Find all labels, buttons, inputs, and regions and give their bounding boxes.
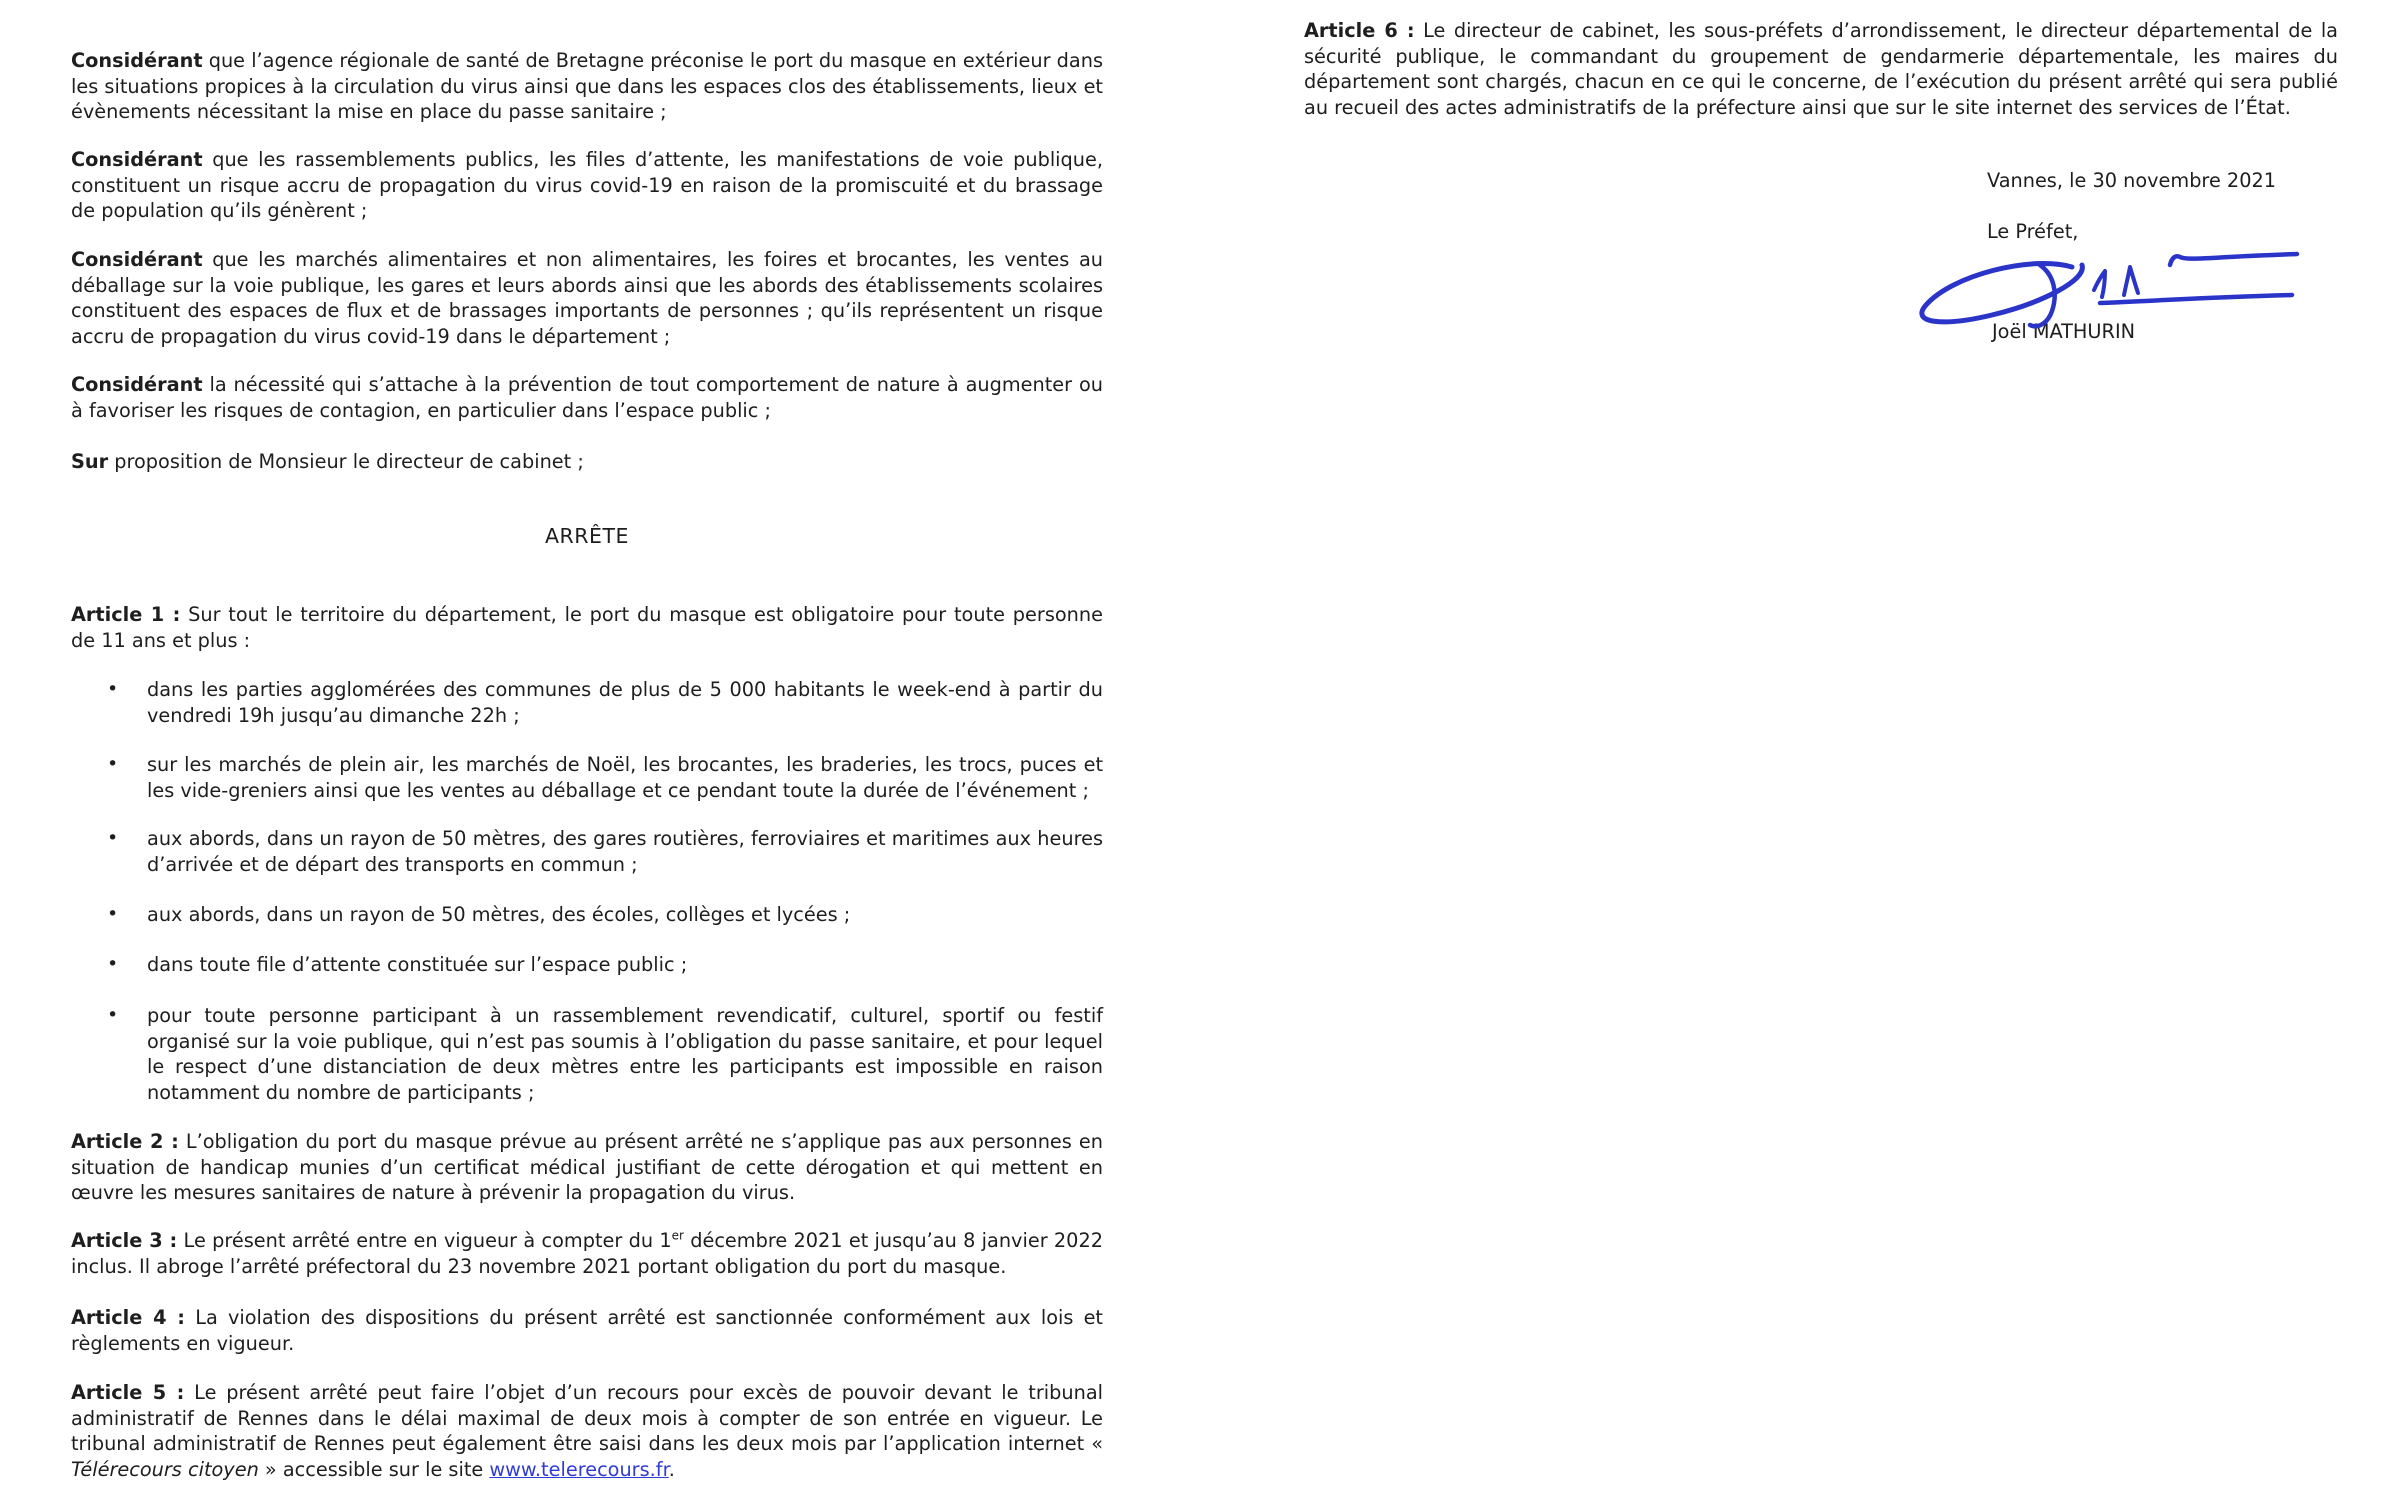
bullet-icon: •	[107, 753, 119, 775]
bullet-icon: •	[107, 903, 119, 925]
article-lead: Article 3 :	[71, 1229, 178, 1252]
article-lead: Article 2 :	[71, 1130, 179, 1153]
article-3-paragraph	[71, 1228, 1103, 1279]
paragraph-text: .	[668, 1457, 675, 1481]
bullet-icon: •	[107, 953, 119, 975]
signatory-name: Joël MATHURIN	[1992, 320, 2136, 343]
paragraph-lead: Sur	[71, 450, 109, 473]
paragraph-lead: Considérant	[71, 373, 203, 396]
article-lead: Article 6 :	[1304, 19, 1415, 42]
article-6-paragraph	[1304, 18, 2338, 120]
article-lead: Article 5 :	[71, 1381, 185, 1404]
place-date: Vannes, le 30 novembre 2021	[1987, 169, 2277, 192]
list-item-text: pour toute personne participant à un rassemblement revendicatif, culturel, sportif ou festif organisé sur la voie publique, qui n’est pas soumis à l’obligation du passe sanitaire, et pour lequel le respect d’une distanciation de deux mètres entre les participants est impossible en raison notamment du nombre de participants ;	[147, 1004, 1103, 1104]
article-1-paragraph	[71, 602, 1103, 653]
paragraph-text: Le présent arrêté peut faire l’objet d’un recours pour excès de pouvoir devant le tribunal administratif de Rennes dans le délai maximal de deux mois à compter de son entrée en vigueur. Le tribunal administratif de Rennes peut également être saisi dans les deux mois par l’application internet «	[71, 1381, 1103, 1456]
arrete-heading: ARRÊTE	[545, 524, 629, 548]
article-4-paragraph	[71, 1305, 1103, 1356]
telerecours-link[interactable]: www.telerecours.fr	[489, 1457, 669, 1481]
paragraph-lead: Considérant	[71, 49, 203, 72]
paragraph-text: L’obligation du port du masque prévue au présent arrêté ne s’applique pas aux personnes en situation de handicap munies d’un certificat médical justifiant de cette dérogation et qui mettent en œuvre les mesures sanitaires de nature à prévenir la propagation du virus.	[71, 1130, 1103, 1205]
considerant-paragraph-4	[71, 372, 1103, 423]
considerant-paragraph-3	[71, 247, 1103, 349]
article-lead: Article 4 :	[71, 1306, 186, 1329]
bullet-icon: •	[107, 678, 119, 700]
list-item-text: sur les marchés de plein air, les marchés de Noël, les brocantes, les braderies, les trocs, puces et les vide-greniers ainsi que les ventes au déballage et ce pendant toute la durée de l’événement ;	[147, 753, 1103, 802]
list-item-text: aux abords, dans un rayon de 50 mètres, des écoles, collèges et lycées ;	[147, 903, 851, 926]
telerecours-name: Télérecours citoyen	[71, 1457, 259, 1481]
proposition-paragraph	[71, 449, 1103, 475]
paragraph-text: décembre 2021 et jusqu’au 8 janvier 2022 inclus. Il abroge l’arrêté préfectoral du 23 novembre 2021 portant obligation du port du masque.	[71, 1229, 1103, 1278]
ordinal-superscript: er	[671, 1228, 684, 1243]
considerant-paragraph-2	[71, 147, 1103, 224]
paragraph-text: proposition de Monsieur le directeur de cabinet ;	[108, 450, 584, 473]
paragraph-text: La violation des dispositions du présent arrêté est sanctionnée conformément aux lois et règlements en vigueur.	[71, 1306, 1103, 1355]
paragraph-lead: Considérant	[71, 148, 203, 171]
list-item-text: dans les parties agglomérées des communes de plus de 5 000 habitants le week-end à partir du vendredi 19h jusqu’au dimanche 22h ;	[147, 678, 1103, 727]
bullet-icon: •	[107, 1004, 119, 1026]
paragraph-text: la nécessité qui s’attache à la prévention de tout comportement de nature à augmenter ou à favoriser les risques de contagion, en particulier dans l’espace public ;	[71, 373, 1103, 422]
paragraph-text: Sur tout le territoire du département, le port du masque est obligatoire pour toute personne de 11 ans et plus :	[71, 603, 1103, 652]
list-item-text: aux abords, dans un rayon de 50 mètres, des gares routières, ferroviaires et maritimes aux heures d’arrivée et de départ des transports en commun ;	[147, 827, 1103, 876]
signatory-title: Le Préfet,	[1987, 220, 2079, 243]
handwritten-signature	[1912, 245, 2312, 340]
considerant-paragraph-1	[71, 48, 1103, 125]
paragraph-lead: Considérant	[71, 248, 203, 271]
article-2-paragraph	[71, 1129, 1103, 1206]
paragraph-text: que les marchés alimentaires et non alimentaires, les foires et brocantes, les ventes au déballage sur la voie publique, les gares et leurs abords ainsi que les abords des établissements scolaires constituent des espaces de flux et de brassages importants de personnes ; qu’ils représentent un risque accru de propagation du virus covid-19 dans le département ;	[71, 248, 1103, 348]
paragraph-text: Le présent arrêté entre en vigueur à compter du 1	[177, 1229, 672, 1252]
paragraph-text: que l’agence régionale de santé de Bretagne préconise le port du masque en extérieur dans les situations propices à la circulation du virus ainsi que dans les espaces clos des établissements, lieux et évènements nécessitant la mise en place du passe sanitaire ;	[71, 49, 1103, 124]
article-lead: Article 1 :	[71, 603, 181, 626]
paragraph-text: » accessible sur le site	[258, 1457, 490, 1481]
article-5-paragraph	[71, 1380, 1103, 1482]
paragraph-text: que les rassemblements publics, les files d’attente, les manifestations de voie publique, constituent un risque accru de propagation du virus covid-19 en raison de la promiscuité et du brassage de population qu’ils génèrent ;	[71, 148, 1103, 223]
list-item-text: dans toute file d’attente constituée sur l’espace public ;	[147, 953, 688, 976]
paragraph-text: Le directeur de cabinet, les sous-préfets d’arrondissement, le directeur départemental de la sécurité publique, le commandant du groupement de gendarmerie départementale, les maires du département sont chargés, chacun en ce qui le concerne, de l’exécution du présent arrêté qui sera publié au recueil des actes administratifs de la préfecture ainsi que sur le site internet des services de l’État.	[1304, 19, 2338, 119]
bullet-icon: •	[107, 827, 119, 849]
